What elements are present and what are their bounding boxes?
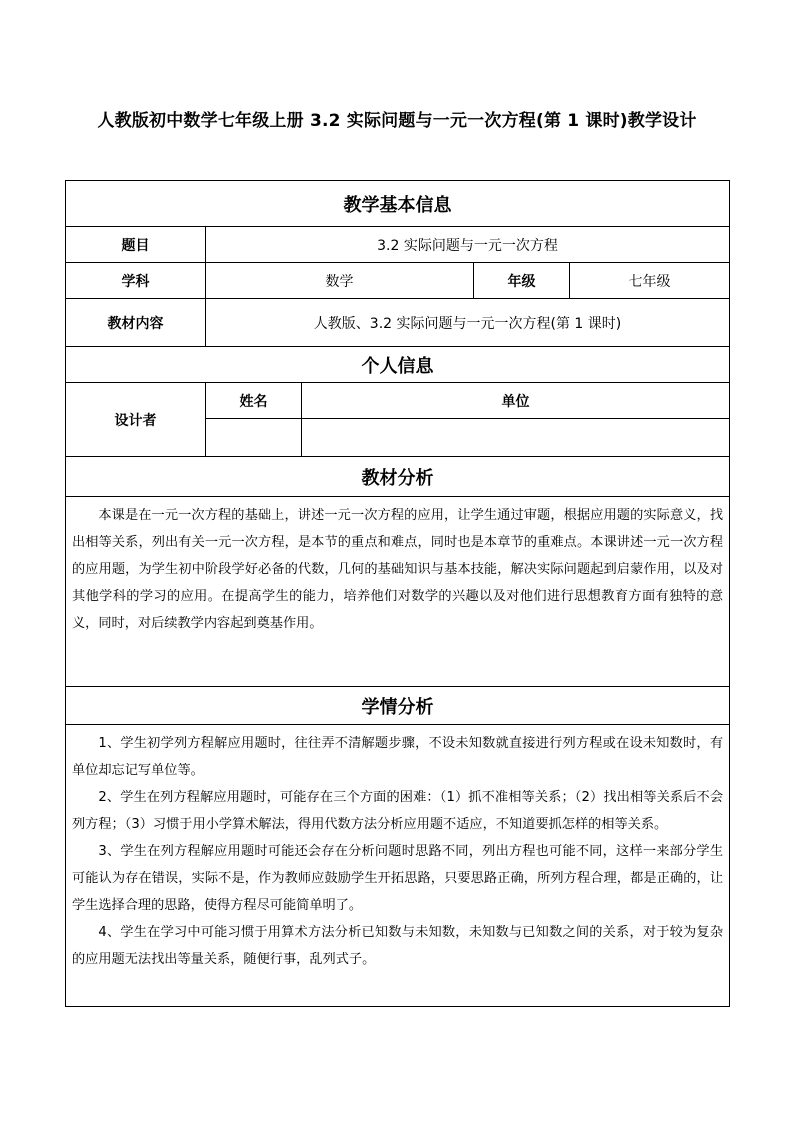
student-analysis-body: [66, 725, 730, 1007]
material-value: 人教版、3.2 实际问题与一元一次方程(第 1 课时): [206, 299, 730, 347]
grade-label: 年级: [474, 263, 570, 299]
material-analysis-text: 本课是在一元一次方程的基础上，讲述一元一次方程的应用，让学生通过审题，根据应用题的实际意义，找出相等关系，列出有关一元一次方程，是本节的重点和难点，同时也是本章节的重难点。本课讲述一元一次方程的应用题，为学生初中阶段学好必备的代数，几何的基础知识与基本技能，解决实际问题起到启蒙作用，以及对其他学科的学习的应用。在提高学生的能力，培养他们对数学的兴趣以及对他们进行思想教育方面有独特的意义，同时，对后续教学内容起到奠基作用。: [72, 508, 724, 631]
material-analysis-heading: 教材分析: [66, 457, 730, 497]
topic-value: 3.2 实际问题与一元一次方程: [206, 227, 730, 263]
student-analysis-item-3: 3、学生在列方程解应用题时可能还会存在分析问题时思路不同，列出方程也可能不同，这样一来部分学生可能认为存在错误，实际不是，作为教师应鼓励学生开拓思路，只要思路正确，所列方程合理，都是正确的，让学生选择合理的思路，使得方程尽可能简单明了。: [72, 844, 724, 913]
name-value: [206, 419, 302, 457]
material-analysis-body: [66, 497, 730, 687]
grade-value: 七年级: [570, 263, 730, 299]
name-label: 姓名: [206, 383, 302, 419]
unit-value: [302, 419, 730, 457]
lesson-design-table: [65, 180, 730, 1007]
designer-label: 设计者: [66, 383, 206, 457]
document-title: 人教版初中数学七年级上册 3.2 实际问题与一元一次方程(第 1 课时)教学设计: [97, 111, 697, 131]
student-analysis-heading: 学情分析: [66, 687, 730, 725]
topic-label: 题目: [66, 227, 206, 263]
subject-value: 数学: [206, 263, 474, 299]
subject-label: 学科: [66, 263, 206, 299]
material-label: 教材内容: [66, 299, 206, 347]
unit-label: 单位: [302, 383, 730, 419]
student-analysis-item-2: 2、学生在列方程解应用题时，可能存在三个方面的困难：（1）抓不准相等关系；（2）找出相等关系后不会列方程；（3）习惯于用小学算术解法，得用代数方法分析应用题不适应，不知道要抓怎样的相等关系。: [72, 790, 724, 832]
basic-info-heading: 教学基本信息: [66, 181, 730, 227]
personal-info-heading: 个人信息: [66, 347, 730, 383]
student-analysis-item-1: 1、学生初学列方程解应用题时，往往弄不清解题步骤，不设未知数就直接进行列方程或在设未知数时，有单位却忘记写单位等。: [72, 736, 724, 778]
student-analysis-item-4: 4、学生在学习中可能习惯于用算术方法分析已知数与未知数，未知数与已知数之间的关系，对于较为复杂的应用题无法找出等量关系，随便行事，乱列式子。: [72, 925, 724, 967]
